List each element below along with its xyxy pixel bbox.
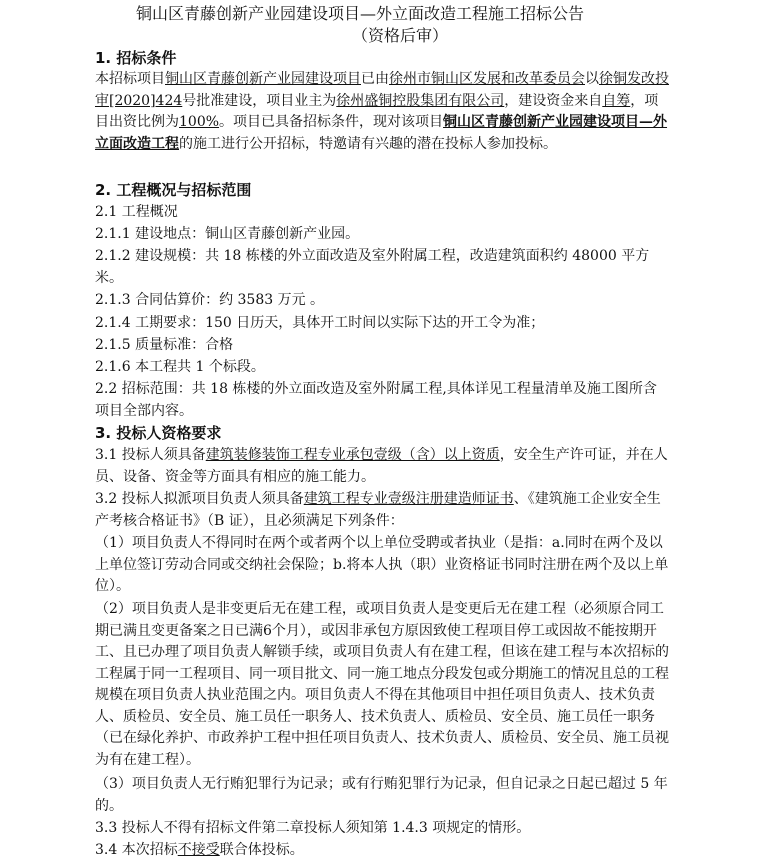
scope-line: 2.2 招标范围：共 18 栋楼的外立面改造及室外附属工程,具体详见工程量清单及施工图所含项目全部内容。 bbox=[95, 381, 657, 419]
document-subtitle: （资格后审） bbox=[351, 26, 448, 45]
section-2-heading: 2. 工程概况与招标范围 bbox=[95, 181, 252, 199]
text: ，安全生产许可证，并在人员、设备、资金等方面具有相应的施工能力。 bbox=[95, 447, 668, 485]
project-owner: 徐州盛铜控股集团有限公司 bbox=[336, 92, 505, 109]
text: 、《建筑施工企业安全生产考核合格证书》（B 证），且必须满足下列条件： bbox=[95, 491, 661, 529]
text: 以 bbox=[585, 71, 599, 87]
document-title: 铜山区青藤创新产业园建设项目—外立面改造工程施工招标公告 bbox=[135, 4, 584, 23]
text: 本招标项目 bbox=[95, 71, 165, 87]
requirement-3-3: 3.3 投标人不得有招标文件第二章投标人须知第 1.4.3 项规定的情形。 bbox=[95, 820, 531, 836]
qualification-requirement: 建筑装修装饰工程专业承包壹级（含）以上资质 bbox=[205, 447, 500, 463]
sections-line: 2.1.6 本工程共 1 个标段。 bbox=[95, 359, 265, 375]
text: 的施工进行公开招标，特邀请有兴趣的潜在投标人参加投标。 bbox=[179, 135, 557, 152]
requirement-3-4 bbox=[95, 840, 670, 862]
section-1-heading: 1. 招标条件 bbox=[95, 49, 177, 67]
contract-price-line: 2.1.3 合同估算价：约 3583 万元 。 bbox=[95, 292, 325, 308]
tender-project-name: 铜山区青藤创新产业园建设项目—外立面改造工程 bbox=[95, 114, 668, 152]
text: 。项目已具备招标条件，现对该项目 bbox=[219, 114, 444, 130]
location-line: 2.1.1 建设地点：铜山区青藤创新产业园。 bbox=[95, 226, 360, 242]
text: 联合体投标。 bbox=[219, 842, 304, 858]
joint-venture-not-accepted: 不接受 bbox=[177, 842, 220, 858]
overview-label: 2.1 工程概况 bbox=[95, 204, 178, 220]
quality-line: 2.1.5 质量标准：合格 bbox=[95, 337, 234, 353]
text: 3.2 投标人拟派项目负责人须具备 bbox=[95, 491, 304, 507]
certificate-requirement: 建筑工程专业壹级注册建造师证书 bbox=[303, 491, 514, 507]
requirement-3-2 bbox=[95, 489, 670, 532]
text: ，项目出资比例为 bbox=[95, 92, 659, 130]
text: ，建设资金来自 bbox=[504, 92, 603, 109]
approval-authority: 徐州市铜山区发展和改革委员会 bbox=[389, 71, 585, 87]
duration-line: 2.1.4 工期要求：150 日历天，具体开工时间以实际下达的开工令为准； bbox=[95, 315, 545, 331]
scale-line: 2.1.2 建设规模：共 18 栋楼的外立面改造及室外附属工程，改造建筑面积约 48000 平方米。 bbox=[95, 248, 650, 286]
funding-ratio: 100% bbox=[179, 114, 220, 130]
section-1-paragraph bbox=[95, 69, 670, 155]
approval-number: 徐铜发改投审[2020]424 bbox=[95, 71, 669, 109]
funding-source: 自筹 bbox=[602, 92, 631, 109]
requirement-3-1 bbox=[95, 445, 670, 488]
condition-3: （3）项目负责人无行贿犯罪行为记录；或有行贿犯罪行为记录，但自记录之日起已超过 5 年的。 bbox=[95, 776, 668, 814]
project-name: 铜山区青藤创新产业园建设项目 bbox=[165, 71, 361, 87]
section-3-heading: 3. 投标人资格要求 bbox=[95, 424, 222, 442]
text: 号批准建设，项目业主为 bbox=[182, 92, 337, 109]
condition-2: （2）项目负责人是非变更后无在建工程，或项目负责人是变更后无在建工程（必须原合同工期已满且变更备案之日已满6个月），或因非承包方原因致使工程项目停工或因故不能按期开工、且已办理了项目负责人解锁手续，或项目负责人有在建工程，但该在建工程与本次招标的工程属于同一工程项目、同一项目批文、同一施工地点分段发包或分期施工的情况且总的工程规模在项目负责人执业范围之内。项目负责人不得在其他项目中担任项目负责人、技术负责人、质检员、安全员、施工员任一职务人、技术负责人、质检员、安全员、施工员任一职务（已在绿化养护、市政养护工程中担任项目负责人、技术负责人、质检员、安全员、施工员视为有在建工程）。 bbox=[95, 601, 669, 768]
condition-1: （1）项目负责人不得同时在两个或者两个以上单位受聘或者执业（是指：a.同时在两个及以上单位签订劳动合同或交纳社会保险；b.将本人执（职）业资格证书同时注册在两个及以上单位）。 bbox=[95, 535, 669, 594]
text: 3.1 投标人须具备 bbox=[95, 447, 206, 463]
text: 已由 bbox=[361, 71, 389, 87]
text: 3.4 本次招标 bbox=[95, 842, 178, 858]
